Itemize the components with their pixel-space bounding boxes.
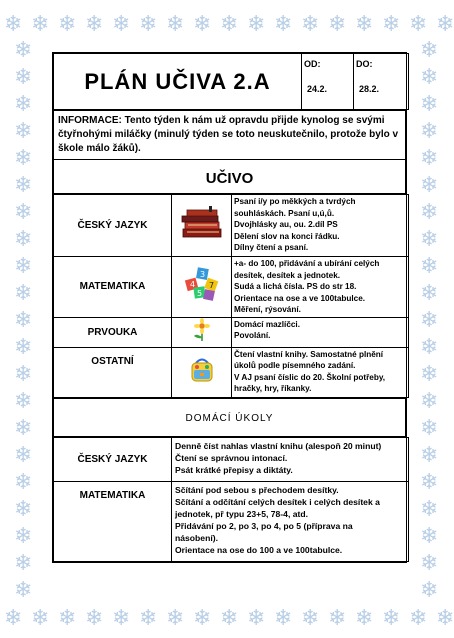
snowflake-icon: ❄ xyxy=(247,606,266,631)
desc-line: Přidávání po 2, po 3, po 4, po 5 (příprava na xyxy=(175,520,353,531)
desc-line: souhláskách. Psaní u,ú,ů. xyxy=(234,208,335,218)
snowflake-icon: ❄ xyxy=(420,389,439,414)
snowflake-icon: ❄ xyxy=(420,551,439,576)
svg-text:5: 5 xyxy=(196,289,202,299)
ucivo-desc-ostatni xyxy=(232,347,409,397)
snowflake-icon: ❄ xyxy=(14,254,33,279)
snowflake-icon: ❄ xyxy=(420,38,439,63)
svg-text:3: 3 xyxy=(199,270,205,280)
snowflake-icon: ❄ xyxy=(31,12,50,37)
snowflake-icon: ❄ xyxy=(58,606,77,631)
ucivo-table xyxy=(53,194,409,398)
desc-line: Orientace na ose a ve 100tabulce. xyxy=(234,293,366,303)
hw-subject-matematika: MATEMATIKA xyxy=(54,481,172,561)
snowflake-icon: ❄ xyxy=(193,606,212,631)
snowflake-icon: ❄ xyxy=(14,92,33,117)
snowflake-icon: ❄ xyxy=(420,470,439,495)
snowflake-icon: ❄ xyxy=(274,12,293,37)
hw-subject-cesky-jazyk: ČESKÝ JAZYK xyxy=(54,437,172,481)
snowflake-icon: ❄ xyxy=(58,12,77,37)
desc-line: Čtení se správnou intonací. xyxy=(175,452,288,463)
snowflake-icon: ❄ xyxy=(420,92,439,117)
homework-table xyxy=(53,437,409,562)
snowflake-icon: ❄ xyxy=(112,606,131,631)
snowflake-border-right xyxy=(410,0,450,636)
school-bag-icon xyxy=(172,347,232,397)
desc-line: +a- do 100, přidávání a ubírání celých xyxy=(234,259,380,268)
desc-line: Měření, rýsování. xyxy=(234,305,301,314)
desc-line: hračky, hry, říkanky. xyxy=(234,384,312,393)
desc-line: jednotek, př typu 23+5, 78-4, atd. xyxy=(175,508,309,519)
info-table xyxy=(53,110,406,194)
snowflake-icon: ❄ xyxy=(14,443,33,468)
desc-line: Sčítání pod sebou s přechodem desítky. xyxy=(175,484,339,495)
homework-heading: DOMÁCÍ ÚKOLY xyxy=(54,398,406,436)
snowflake-icon: ❄ xyxy=(14,362,33,387)
table-row xyxy=(54,257,409,318)
desc-line: Dělení slov na konci řádku. xyxy=(234,231,340,241)
snowflake-icon: ❄ xyxy=(14,227,33,252)
number-blocks-icon xyxy=(172,257,232,318)
desc-line: Čtení vlastní knihy. Samostatné plnění xyxy=(234,349,384,359)
snowflake-icon: ❄ xyxy=(420,281,439,306)
hw-desc-cesky-jazyk xyxy=(172,437,409,481)
snowflake-icon: ❄ xyxy=(14,65,33,90)
lesson-plan-sheet xyxy=(52,52,407,563)
subject-prvouka: PRVOUKA xyxy=(54,317,172,347)
snowflake-icon: ❄ xyxy=(420,65,439,90)
snowflake-icon: ❄ xyxy=(220,606,239,631)
snowflake-icon: ❄ xyxy=(166,12,185,37)
snowflake-icon: ❄ xyxy=(301,606,320,631)
snowflake-icon: ❄ xyxy=(193,12,212,37)
desc-line: Psaní i/y po měkkých a tvrdých xyxy=(234,197,356,206)
ucivo-desc-prvouka xyxy=(232,317,409,347)
snowflake-icon: ❄ xyxy=(14,416,33,441)
desc-line: Orientace na ose do 100 a ve 100tabulce. xyxy=(175,544,343,555)
do-date: 28.2. xyxy=(359,84,380,94)
table-row xyxy=(54,481,409,561)
snowflake-icon: ❄ xyxy=(382,12,401,37)
snowflake-icon: ❄ xyxy=(247,12,266,37)
table-row xyxy=(54,317,409,347)
desc-line: Dílny čtení a psaní. xyxy=(234,243,309,252)
snowflake-icon: ❄ xyxy=(4,606,23,631)
page-title: PLÁN UČIVA 2.A xyxy=(54,54,302,110)
snowflake-icon: ❄ xyxy=(420,146,439,171)
hw-desc-matematika xyxy=(172,481,409,561)
snowflake-icon: ❄ xyxy=(436,606,454,631)
snowflake-icon: ❄ xyxy=(420,173,439,198)
header-table xyxy=(53,53,409,110)
snowflake-icon: ❄ xyxy=(14,335,33,360)
snowflake-icon: ❄ xyxy=(14,470,33,495)
snowflake-icon: ❄ xyxy=(4,12,23,37)
subject-ostatni: OSTATNÍ xyxy=(54,347,172,397)
homework-heading-table xyxy=(53,398,406,437)
desc-line: Domácí mazlíčci. xyxy=(234,319,300,329)
snowflake-icon: ❄ xyxy=(14,308,33,333)
snowflake-icon: ❄ xyxy=(328,12,347,37)
snowflake-icon: ❄ xyxy=(166,606,185,631)
snowflake-icon: ❄ xyxy=(14,200,33,225)
subject-matematika: MATEMATIKA xyxy=(54,257,172,318)
snowflake-icon: ❄ xyxy=(420,497,439,522)
od-label: OD: xyxy=(302,54,354,110)
snowflake-icon: ❄ xyxy=(14,389,33,414)
snowflake-icon: ❄ xyxy=(420,227,439,252)
snowflake-icon: ❄ xyxy=(14,146,33,171)
ucivo-desc-cesky-jazyk xyxy=(232,195,409,257)
snowflake-icon: ❄ xyxy=(355,606,374,631)
do-label: DO: xyxy=(354,54,409,110)
table-row xyxy=(54,437,409,481)
snowflake-icon: ❄ xyxy=(420,308,439,333)
desc-line: Dvojhlásky au, ou. 2.díl PS xyxy=(234,220,338,229)
desc-line: V AJ psaní číslic do 20. Školní potřeby, xyxy=(234,372,386,382)
snowflake-icon: ❄ xyxy=(85,606,104,631)
snowflake-icon: ❄ xyxy=(420,362,439,387)
snowflake-icon: ❄ xyxy=(409,12,428,37)
svg-text:4: 4 xyxy=(189,280,195,290)
snowflake-icon: ❄ xyxy=(85,12,104,37)
snowflake-icon: ❄ xyxy=(355,12,374,37)
desc-line: Denně číst nahlas vlastní knihu (alespoň 20 minut) xyxy=(175,440,382,451)
info-text: INFORMACE: Tento týden k nám už opravdu přijde kynolog se svými čtyřnohými miláčky (minulý týden se toto neuskutečnilo, protože bylo v škole málo žáků). xyxy=(54,111,406,160)
snowflake-icon: ❄ xyxy=(139,12,158,37)
flower-icon xyxy=(172,317,232,347)
snowflake-border-bottom xyxy=(0,598,454,638)
desc-line: Povolání. xyxy=(234,331,271,340)
snowflake-icon: ❄ xyxy=(420,443,439,468)
table-row xyxy=(54,195,409,257)
snowflake-icon: ❄ xyxy=(328,606,347,631)
books-icon xyxy=(172,195,232,257)
snowflake-icon: ❄ xyxy=(301,12,320,37)
snowflake-icon: ❄ xyxy=(14,578,33,603)
snowflake-icon: ❄ xyxy=(420,254,439,279)
snowflake-icon: ❄ xyxy=(14,38,33,63)
desc-line: násobení). xyxy=(175,532,218,543)
snowflake-icon: ❄ xyxy=(436,12,454,37)
snowflake-icon: ❄ xyxy=(14,524,33,549)
snowflake-icon: ❄ xyxy=(14,119,33,144)
snowflake-icon: ❄ xyxy=(420,200,439,225)
desc-line: desítek, desítek a jednotek. xyxy=(234,270,341,280)
snowflake-border-top xyxy=(0,4,454,44)
snowflake-icon: ❄ xyxy=(409,606,428,631)
desc-line: Sudá a lichá čísla. PS do str 18. xyxy=(234,282,357,291)
table-row xyxy=(54,347,409,397)
snowflake-icon: ❄ xyxy=(420,119,439,144)
snowflake-icon: ❄ xyxy=(14,173,33,198)
snowflake-icon: ❄ xyxy=(14,551,33,576)
desc-line: úkolů podle písemného zadání. xyxy=(234,361,356,370)
desc-line: Sčítání a odčítání celých desítek i celých desítek a xyxy=(175,496,380,507)
snowflake-icon: ❄ xyxy=(31,606,50,631)
desc-line: Psát krátké přepisy a diktáty. xyxy=(175,464,293,475)
snowflake-icon: ❄ xyxy=(139,606,158,631)
snowflake-icon: ❄ xyxy=(420,524,439,549)
subject-cesky-jazyk: ČESKÝ JAZYK xyxy=(54,195,172,257)
snowflake-icon: ❄ xyxy=(420,416,439,441)
snowflake-icon: ❄ xyxy=(112,12,131,37)
snowflake-icon: ❄ xyxy=(420,578,439,603)
snowflake-icon: ❄ xyxy=(420,335,439,360)
ucivo-desc-matematika xyxy=(232,257,409,318)
snowflake-icon: ❄ xyxy=(14,497,33,522)
snowflake-icon: ❄ xyxy=(274,606,293,631)
od-date: 24.2. xyxy=(307,84,328,94)
snowflake-icon: ❄ xyxy=(220,12,239,37)
snowflake-icon: ❄ xyxy=(382,606,401,631)
snowflake-icon: ❄ xyxy=(14,281,33,306)
ucivo-heading: UČIVO xyxy=(54,160,406,194)
snowflake-border-left xyxy=(4,0,44,636)
svg-text:7: 7 xyxy=(208,281,214,291)
